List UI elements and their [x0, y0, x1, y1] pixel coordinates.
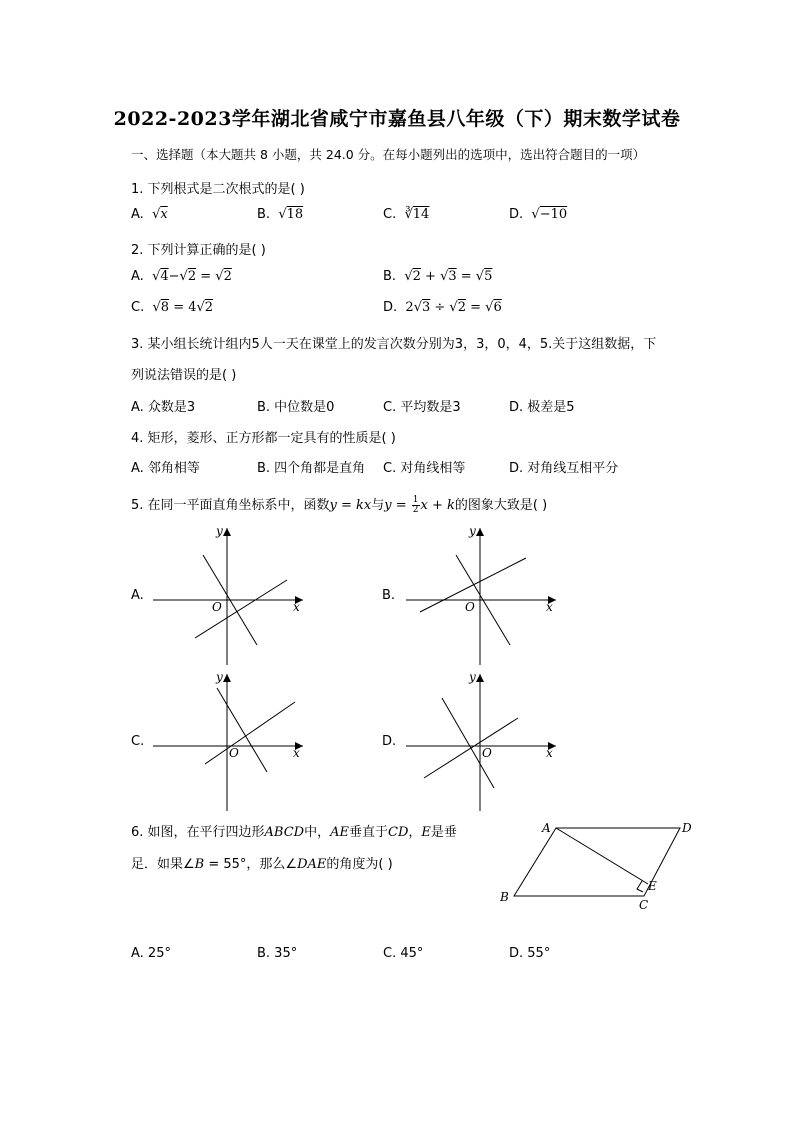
- q5-b-origin-label: O: [465, 600, 475, 614]
- q5-c-x-label: x: [293, 746, 300, 760]
- q2-option-b[interactable]: B. √2 + √3 = √5: [383, 269, 493, 284]
- q5-graph-d[interactable]: [398, 666, 563, 816]
- q6-label-a: A: [542, 821, 551, 835]
- question-6-line2: 足．如果∠B = 55°，那么∠DAE的角度为( ): [131, 857, 393, 872]
- q5-a-y-label: y: [216, 524, 223, 538]
- q4-option-c[interactable]: C. 对角线相等: [383, 461, 466, 476]
- q1-option-b-expr: √18: [274, 207, 304, 222]
- q6-option-c[interactable]: C. 45°: [383, 946, 424, 961]
- q3-option-b[interactable]: B. 中位数是0: [257, 400, 335, 415]
- question-3-line2: 列说法错误的是( ): [131, 368, 237, 383]
- q3-option-a[interactable]: A. 众数是3: [131, 400, 196, 415]
- q3-option-d[interactable]: D. 极差是5: [509, 400, 575, 415]
- q2-option-d-expr: 2√3 ÷ √2 = √6: [401, 300, 502, 315]
- q5-option-d-label[interactable]: D.: [382, 734, 397, 749]
- q5-b-y-label: y: [469, 524, 476, 538]
- question-4-text: 4. 矩形，菱形、正方形都一定具有的性质是( ): [131, 431, 396, 446]
- question-1-text: 1. 下列根式是二次根式的是( ): [131, 182, 305, 197]
- q6-label-b: B: [500, 890, 509, 904]
- q5-b-x-label: x: [546, 600, 553, 614]
- q5-c-origin-label: O: [229, 746, 239, 760]
- q5-d-x-label: x: [546, 746, 553, 760]
- q5-graph-c[interactable]: [145, 666, 310, 816]
- q1-option-c-expr: ∛14: [400, 207, 430, 222]
- q5-graph-b[interactable]: [398, 520, 563, 670]
- q6-parallelogram-figure: [496, 812, 701, 912]
- q6-option-a[interactable]: A. 25°: [131, 946, 171, 961]
- q4-option-a[interactable]: A. 邻角相等: [131, 461, 200, 476]
- q1-option-a-label: A.: [131, 207, 144, 222]
- q3-option-c[interactable]: C. 平均数是3: [383, 400, 461, 415]
- q6-option-d[interactable]: D. 55°: [509, 946, 551, 961]
- q2-option-d[interactable]: D. 2√3 ÷ √2 = √6: [383, 300, 502, 315]
- question-5-text: 5. 在同一平面直角坐标系中，函数y = kx与y = $\frac{1}{2}$ x + k的图象大致是( ): [131, 495, 548, 515]
- q5-option-b-label[interactable]: B.: [382, 588, 396, 603]
- q5-c-y-label: y: [216, 670, 223, 684]
- q1-option-d[interactable]: [509, 207, 567, 222]
- q2-option-c-expr: √8 = 4√2: [148, 300, 214, 315]
- q6-label-d: D: [682, 821, 692, 835]
- q5-a-origin-label: O: [212, 600, 222, 614]
- q2-option-b-expr: √2 + √3 = √5: [400, 269, 493, 284]
- q5-graph-a[interactable]: [145, 520, 310, 670]
- question-3-line1: 3. 某小组长统计组内5人一天在课堂上的发言次数分别为3，3，0，4，5.关于这组数据，下: [131, 337, 657, 352]
- q4-option-b[interactable]: B. 四个角都是直角: [257, 461, 366, 476]
- q6-label-c: C: [639, 898, 649, 912]
- q1-option-d-label: D.: [509, 207, 524, 222]
- q1-option-a[interactable]: [131, 207, 168, 222]
- q1-option-d-expr: √−10: [527, 207, 568, 222]
- q1-option-b-label: B.: [257, 207, 271, 222]
- q1-option-a-expr: √x: [147, 207, 168, 222]
- q5-func-2: y = $\frac{1}{2}$ x + k: [384, 495, 455, 515]
- q4-option-d[interactable]: D. 对角线互相平分: [509, 461, 619, 476]
- q5-option-c-label[interactable]: C.: [131, 734, 145, 749]
- q5-option-a-label[interactable]: A.: [131, 588, 144, 603]
- question-6-line1: 6. 如图，在平行四边形ABCD中，AE垂直于CD，E是垂: [131, 825, 457, 840]
- page-title: 2022-2023学年湖北省咸宁市嘉鱼县八年级（下）期末数学试卷: [113, 108, 681, 130]
- q2-option-a[interactable]: A. √4−√2 = √2: [131, 269, 232, 284]
- question-2-text: 2. 下列计算正确的是( ): [131, 243, 266, 258]
- q1-option-c[interactable]: [383, 207, 429, 222]
- q1-option-c-label: C.: [383, 207, 397, 222]
- q2-option-a-expr: √4−√2 = √2: [147, 269, 232, 284]
- q6-label-e: E: [648, 879, 657, 893]
- q6-option-b[interactable]: B. 35°: [257, 946, 298, 961]
- q5-d-origin-label: O: [482, 746, 492, 760]
- q1-option-b[interactable]: [257, 207, 303, 222]
- section-heading: 一、选择题（本大题共 8 小题，共 24.0 分。在每小题列出的选项中，选出符合题目的一项）: [131, 147, 646, 162]
- q2-option-c[interactable]: C. √8 = 4√2: [131, 300, 214, 315]
- q5-d-y-label: y: [469, 670, 476, 684]
- q5-func-1: y = kx: [329, 498, 372, 513]
- q5-a-x-label: x: [293, 600, 300, 614]
